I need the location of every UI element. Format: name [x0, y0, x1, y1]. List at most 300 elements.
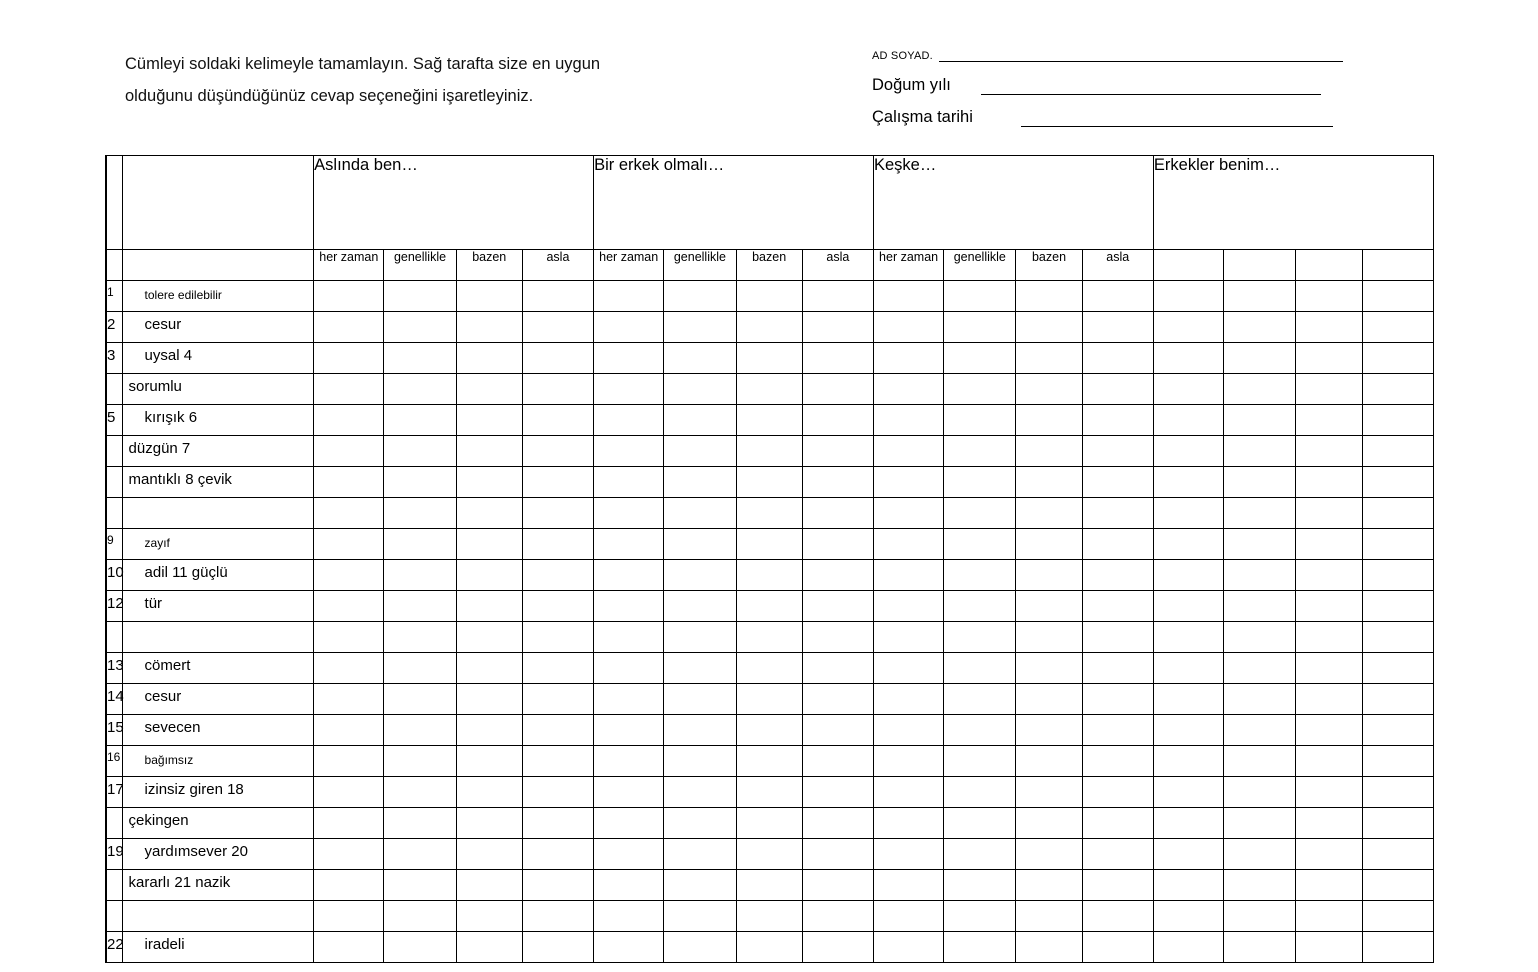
answer-cell-r18-g4-3[interactable]	[1296, 808, 1362, 839]
answer-cell-r19-g3-1[interactable]	[873, 839, 943, 870]
answer-cell-r4-g3-3[interactable]	[1016, 374, 1082, 405]
answer-cell-r6-g3-1[interactable]	[873, 436, 943, 467]
answer-cell-r21-g4-3[interactable]	[1296, 901, 1362, 932]
answer-cell-r8-g2-3[interactable]	[736, 498, 802, 529]
answer-cell-r8-g3-1[interactable]	[873, 498, 943, 529]
answer-cell-r14-g2-2[interactable]	[664, 684, 736, 715]
answer-cell-r21-g1-3[interactable]	[456, 901, 522, 932]
answer-cell-r16-g1-2[interactable]	[384, 746, 456, 777]
answer-cell-r22-g1-3[interactable]	[456, 932, 522, 963]
answer-cell-r20-g1-2[interactable]	[384, 870, 456, 901]
answer-cell-r20-g3-4[interactable]	[1082, 870, 1153, 901]
answer-cell-r12-g4-3[interactable]	[1296, 622, 1362, 653]
answer-cell-r10-g3-4[interactable]	[1082, 560, 1153, 591]
answer-cell-r2-g2-3[interactable]	[736, 312, 802, 343]
answer-cell-r6-g2-2[interactable]	[664, 436, 736, 467]
study-date-input-line[interactable]	[1021, 112, 1333, 127]
answer-cell-r10-g2-2[interactable]	[664, 560, 736, 591]
answer-cell-r15-g3-2[interactable]	[944, 715, 1016, 746]
answer-cell-r12-g2-2[interactable]	[664, 622, 736, 653]
answer-cell-r2-g1-1[interactable]	[314, 312, 384, 343]
answer-cell-r11-g1-1[interactable]	[314, 591, 384, 622]
answer-cell-r9-g3-3[interactable]	[1016, 529, 1082, 560]
answer-cell-r16-g2-4[interactable]	[802, 746, 873, 777]
answer-cell-r1-g4-4[interactable]	[1362, 281, 1433, 312]
answer-cell-r9-g2-3[interactable]	[736, 529, 802, 560]
answer-cell-r7-g3-1[interactable]	[873, 467, 943, 498]
answer-cell-r17-g1-4[interactable]	[522, 777, 593, 808]
answer-cell-r17-g3-2[interactable]	[944, 777, 1016, 808]
answer-cell-r22-g4-3[interactable]	[1296, 932, 1362, 963]
answer-cell-r19-g1-1[interactable]	[314, 839, 384, 870]
answer-cell-r12-g1-3[interactable]	[456, 622, 522, 653]
answer-cell-r6-g1-1[interactable]	[314, 436, 384, 467]
answer-cell-r5-g2-1[interactable]	[594, 405, 664, 436]
answer-cell-r14-g2-3[interactable]	[736, 684, 802, 715]
answer-cell-r22-g1-1[interactable]	[314, 932, 384, 963]
answer-cell-r6-g4-3[interactable]	[1296, 436, 1362, 467]
answer-cell-r1-g1-3[interactable]	[456, 281, 522, 312]
answer-cell-r16-g3-3[interactable]	[1016, 746, 1082, 777]
answer-cell-r1-g3-1[interactable]	[873, 281, 943, 312]
answer-cell-r21-g3-4[interactable]	[1082, 901, 1153, 932]
answer-cell-r15-g4-1[interactable]	[1153, 715, 1223, 746]
answer-cell-r3-g4-4[interactable]	[1362, 343, 1433, 374]
answer-cell-r17-g3-1[interactable]	[873, 777, 943, 808]
answer-cell-r11-g2-1[interactable]	[594, 591, 664, 622]
answer-cell-r16-g1-1[interactable]	[314, 746, 384, 777]
answer-cell-r21-g4-2[interactable]	[1224, 901, 1296, 932]
answer-cell-r11-g4-1[interactable]	[1153, 591, 1223, 622]
answer-cell-r16-g2-2[interactable]	[664, 746, 736, 777]
answer-cell-r19-g1-2[interactable]	[384, 839, 456, 870]
answer-cell-r17-g2-4[interactable]	[802, 777, 873, 808]
answer-cell-r20-g1-1[interactable]	[314, 870, 384, 901]
answer-cell-r7-g1-3[interactable]	[456, 467, 522, 498]
answer-cell-r21-g2-3[interactable]	[736, 901, 802, 932]
answer-cell-r6-g3-4[interactable]	[1082, 436, 1153, 467]
answer-cell-r15-g2-3[interactable]	[736, 715, 802, 746]
answer-cell-r13-g3-3[interactable]	[1016, 653, 1082, 684]
answer-cell-r5-g3-4[interactable]	[1082, 405, 1153, 436]
answer-cell-r4-g4-4[interactable]	[1362, 374, 1433, 405]
answer-cell-r22-g4-4[interactable]	[1362, 932, 1433, 963]
answer-cell-r10-g4-1[interactable]	[1153, 560, 1223, 591]
answer-cell-r8-g2-4[interactable]	[802, 498, 873, 529]
answer-cell-r22-g3-2[interactable]	[944, 932, 1016, 963]
answer-cell-r3-g3-1[interactable]	[873, 343, 943, 374]
answer-cell-r12-g1-4[interactable]	[522, 622, 593, 653]
answer-cell-r15-g4-4[interactable]	[1362, 715, 1433, 746]
answer-cell-r20-g4-1[interactable]	[1153, 870, 1223, 901]
answer-cell-r11-g2-3[interactable]	[736, 591, 802, 622]
answer-cell-r7-g3-4[interactable]	[1082, 467, 1153, 498]
answer-cell-r5-g4-2[interactable]	[1224, 405, 1296, 436]
answer-cell-r14-g1-4[interactable]	[522, 684, 593, 715]
answer-cell-r11-g1-4[interactable]	[522, 591, 593, 622]
answer-cell-r14-g3-2[interactable]	[944, 684, 1016, 715]
answer-cell-r22-g2-1[interactable]	[594, 932, 664, 963]
answer-cell-r11-g2-2[interactable]	[664, 591, 736, 622]
answer-cell-r22-g3-1[interactable]	[873, 932, 943, 963]
answer-cell-r15-g1-2[interactable]	[384, 715, 456, 746]
answer-cell-r13-g4-1[interactable]	[1153, 653, 1223, 684]
answer-cell-r4-g2-2[interactable]	[664, 374, 736, 405]
answer-cell-r18-g2-2[interactable]	[664, 808, 736, 839]
answer-cell-r4-g3-1[interactable]	[873, 374, 943, 405]
answer-cell-r16-g4-1[interactable]	[1153, 746, 1223, 777]
answer-cell-r21-g1-1[interactable]	[314, 901, 384, 932]
answer-cell-r2-g4-4[interactable]	[1362, 312, 1433, 343]
answer-cell-r3-g4-2[interactable]	[1224, 343, 1296, 374]
answer-cell-r7-g3-2[interactable]	[944, 467, 1016, 498]
answer-cell-r20-g1-3[interactable]	[456, 870, 522, 901]
answer-cell-r9-g3-4[interactable]	[1082, 529, 1153, 560]
answer-cell-r7-g3-3[interactable]	[1016, 467, 1082, 498]
answer-cell-r19-g2-1[interactable]	[594, 839, 664, 870]
answer-cell-r22-g4-2[interactable]	[1224, 932, 1296, 963]
answer-cell-r3-g1-2[interactable]	[384, 343, 456, 374]
answer-cell-r21-g2-1[interactable]	[594, 901, 664, 932]
answer-cell-r7-g4-2[interactable]	[1224, 467, 1296, 498]
answer-cell-r13-g3-1[interactable]	[873, 653, 943, 684]
answer-cell-r2-g1-3[interactable]	[456, 312, 522, 343]
answer-cell-r21-g2-2[interactable]	[664, 901, 736, 932]
answer-cell-r9-g2-1[interactable]	[594, 529, 664, 560]
answer-cell-r17-g1-1[interactable]	[314, 777, 384, 808]
answer-cell-r12-g4-1[interactable]	[1153, 622, 1223, 653]
answer-cell-r1-g1-4[interactable]	[522, 281, 593, 312]
answer-cell-r1-g1-2[interactable]	[384, 281, 456, 312]
answer-cell-r13-g4-3[interactable]	[1296, 653, 1362, 684]
answer-cell-r4-g2-1[interactable]	[594, 374, 664, 405]
answer-cell-r2-g4-2[interactable]	[1224, 312, 1296, 343]
answer-cell-r10-g2-3[interactable]	[736, 560, 802, 591]
answer-cell-r15-g3-3[interactable]	[1016, 715, 1082, 746]
answer-cell-r17-g1-2[interactable]	[384, 777, 456, 808]
answer-cell-r14-g3-1[interactable]	[873, 684, 943, 715]
answer-cell-r18-g3-3[interactable]	[1016, 808, 1082, 839]
answer-cell-r18-g1-2[interactable]	[384, 808, 456, 839]
answer-cell-r12-g3-1[interactable]	[873, 622, 943, 653]
answer-cell-r9-g1-1[interactable]	[314, 529, 384, 560]
answer-cell-r8-g1-4[interactable]	[522, 498, 593, 529]
answer-cell-r13-g3-4[interactable]	[1082, 653, 1153, 684]
answer-cell-r10-g4-2[interactable]	[1224, 560, 1296, 591]
answer-cell-r19-g4-3[interactable]	[1296, 839, 1362, 870]
answer-cell-r18-g2-4[interactable]	[802, 808, 873, 839]
answer-cell-r15-g1-3[interactable]	[456, 715, 522, 746]
answer-cell-r5-g2-4[interactable]	[802, 405, 873, 436]
answer-cell-r18-g4-2[interactable]	[1224, 808, 1296, 839]
answer-cell-r3-g1-1[interactable]	[314, 343, 384, 374]
answer-cell-r11-g4-2[interactable]	[1224, 591, 1296, 622]
answer-cell-r2-g4-3[interactable]	[1296, 312, 1362, 343]
answer-cell-r12-g3-3[interactable]	[1016, 622, 1082, 653]
answer-cell-r20-g3-3[interactable]	[1016, 870, 1082, 901]
name-input-line[interactable]	[939, 47, 1343, 62]
answer-cell-r8-g2-1[interactable]	[594, 498, 664, 529]
answer-cell-r16-g3-2[interactable]	[944, 746, 1016, 777]
answer-cell-r17-g4-2[interactable]	[1224, 777, 1296, 808]
answer-cell-r17-g3-4[interactable]	[1082, 777, 1153, 808]
answer-cell-r12-g3-2[interactable]	[944, 622, 1016, 653]
answer-cell-r4-g2-3[interactable]	[736, 374, 802, 405]
answer-cell-r9-g1-4[interactable]	[522, 529, 593, 560]
answer-cell-r20-g3-2[interactable]	[944, 870, 1016, 901]
answer-cell-r9-g4-4[interactable]	[1362, 529, 1433, 560]
answer-cell-r21-g3-1[interactable]	[873, 901, 943, 932]
answer-cell-r11-g1-3[interactable]	[456, 591, 522, 622]
answer-cell-r17-g4-4[interactable]	[1362, 777, 1433, 808]
answer-cell-r1-g2-3[interactable]	[736, 281, 802, 312]
answer-cell-r16-g1-4[interactable]	[522, 746, 593, 777]
answer-cell-r15-g1-1[interactable]	[314, 715, 384, 746]
answer-cell-r17-g2-1[interactable]	[594, 777, 664, 808]
answer-cell-r10-g4-4[interactable]	[1362, 560, 1433, 591]
answer-cell-r12-g2-3[interactable]	[736, 622, 802, 653]
answer-cell-r9-g1-3[interactable]	[456, 529, 522, 560]
answer-cell-r8-g1-2[interactable]	[384, 498, 456, 529]
answer-cell-r22-g1-2[interactable]	[384, 932, 456, 963]
answer-cell-r14-g2-1[interactable]	[594, 684, 664, 715]
answer-cell-r16-g2-3[interactable]	[736, 746, 802, 777]
answer-cell-r9-g3-1[interactable]	[873, 529, 943, 560]
answer-cell-r21-g2-4[interactable]	[802, 901, 873, 932]
answer-cell-r15-g4-2[interactable]	[1224, 715, 1296, 746]
answer-cell-r18-g2-3[interactable]	[736, 808, 802, 839]
answer-cell-r10-g1-3[interactable]	[456, 560, 522, 591]
answer-cell-r3-g2-1[interactable]	[594, 343, 664, 374]
answer-cell-r12-g4-4[interactable]	[1362, 622, 1433, 653]
answer-cell-r8-g3-2[interactable]	[944, 498, 1016, 529]
answer-cell-r5-g3-2[interactable]	[944, 405, 1016, 436]
answer-cell-r19-g3-2[interactable]	[944, 839, 1016, 870]
answer-cell-r7-g4-3[interactable]	[1296, 467, 1362, 498]
answer-cell-r12-g1-2[interactable]	[384, 622, 456, 653]
answer-cell-r22-g2-4[interactable]	[802, 932, 873, 963]
answer-cell-r3-g1-3[interactable]	[456, 343, 522, 374]
answer-cell-r8-g1-1[interactable]	[314, 498, 384, 529]
answer-cell-r5-g1-1[interactable]	[314, 405, 384, 436]
answer-cell-r6-g4-1[interactable]	[1153, 436, 1223, 467]
answer-cell-r2-g3-4[interactable]	[1082, 312, 1153, 343]
answer-cell-r1-g4-2[interactable]	[1224, 281, 1296, 312]
answer-cell-r19-g4-1[interactable]	[1153, 839, 1223, 870]
answer-cell-r5-g2-3[interactable]	[736, 405, 802, 436]
answer-cell-r19-g1-3[interactable]	[456, 839, 522, 870]
answer-cell-r21-g1-4[interactable]	[522, 901, 593, 932]
answer-cell-r21-g3-3[interactable]	[1016, 901, 1082, 932]
answer-cell-r6-g2-3[interactable]	[736, 436, 802, 467]
answer-cell-r4-g1-4[interactable]	[522, 374, 593, 405]
answer-cell-r5-g3-1[interactable]	[873, 405, 943, 436]
answer-cell-r18-g4-4[interactable]	[1362, 808, 1433, 839]
answer-cell-r22-g4-1[interactable]	[1153, 932, 1223, 963]
answer-cell-r15-g3-1[interactable]	[873, 715, 943, 746]
answer-cell-r13-g2-3[interactable]	[736, 653, 802, 684]
answer-cell-r9-g1-2[interactable]	[384, 529, 456, 560]
answer-cell-r2-g4-1[interactable]	[1153, 312, 1223, 343]
answer-cell-r16-g2-1[interactable]	[594, 746, 664, 777]
answer-cell-r18-g2-1[interactable]	[594, 808, 664, 839]
answer-cell-r22-g3-4[interactable]	[1082, 932, 1153, 963]
answer-cell-r18-g1-3[interactable]	[456, 808, 522, 839]
answer-cell-r13-g2-4[interactable]	[802, 653, 873, 684]
answer-cell-r10-g3-1[interactable]	[873, 560, 943, 591]
answer-cell-r1-g3-4[interactable]	[1082, 281, 1153, 312]
answer-cell-r16-g4-2[interactable]	[1224, 746, 1296, 777]
answer-cell-r9-g2-4[interactable]	[802, 529, 873, 560]
answer-cell-r15-g2-1[interactable]	[594, 715, 664, 746]
answer-cell-r15-g3-4[interactable]	[1082, 715, 1153, 746]
answer-cell-r19-g2-2[interactable]	[664, 839, 736, 870]
answer-cell-r4-g1-1[interactable]	[314, 374, 384, 405]
answer-cell-r9-g4-2[interactable]	[1224, 529, 1296, 560]
answer-cell-r18-g3-2[interactable]	[944, 808, 1016, 839]
answer-cell-r13-g1-4[interactable]	[522, 653, 593, 684]
answer-cell-r22-g2-2[interactable]	[664, 932, 736, 963]
answer-cell-r3-g3-3[interactable]	[1016, 343, 1082, 374]
answer-cell-r20-g4-2[interactable]	[1224, 870, 1296, 901]
answer-cell-r8-g2-2[interactable]	[664, 498, 736, 529]
answer-cell-r6-g1-3[interactable]	[456, 436, 522, 467]
answer-cell-r19-g2-3[interactable]	[736, 839, 802, 870]
answer-cell-r5-g4-3[interactable]	[1296, 405, 1362, 436]
answer-cell-r10-g1-1[interactable]	[314, 560, 384, 591]
answer-cell-r8-g1-3[interactable]	[456, 498, 522, 529]
answer-cell-r6-g2-1[interactable]	[594, 436, 664, 467]
answer-cell-r14-g4-2[interactable]	[1224, 684, 1296, 715]
answer-cell-r6-g1-4[interactable]	[522, 436, 593, 467]
answer-cell-r1-g3-3[interactable]	[1016, 281, 1082, 312]
answer-cell-r11-g3-3[interactable]	[1016, 591, 1082, 622]
answer-cell-r12-g2-4[interactable]	[802, 622, 873, 653]
answer-cell-r6-g2-4[interactable]	[802, 436, 873, 467]
answer-cell-r16-g4-3[interactable]	[1296, 746, 1362, 777]
answer-cell-r1-g2-1[interactable]	[594, 281, 664, 312]
answer-cell-r2-g3-3[interactable]	[1016, 312, 1082, 343]
answer-cell-r7-g1-4[interactable]	[522, 467, 593, 498]
answer-cell-r16-g3-1[interactable]	[873, 746, 943, 777]
answer-cell-r7-g4-1[interactable]	[1153, 467, 1223, 498]
answer-cell-r20-g2-1[interactable]	[594, 870, 664, 901]
answer-cell-r19-g4-4[interactable]	[1362, 839, 1433, 870]
answer-cell-r18-g1-4[interactable]	[522, 808, 593, 839]
answer-cell-r20-g4-4[interactable]	[1362, 870, 1433, 901]
answer-cell-r14-g2-4[interactable]	[802, 684, 873, 715]
answer-cell-r17-g2-2[interactable]	[664, 777, 736, 808]
answer-cell-r3-g4-3[interactable]	[1296, 343, 1362, 374]
answer-cell-r10-g4-3[interactable]	[1296, 560, 1362, 591]
answer-cell-r10-g2-1[interactable]	[594, 560, 664, 591]
answer-cell-r11-g1-2[interactable]	[384, 591, 456, 622]
answer-cell-r19-g2-4[interactable]	[802, 839, 873, 870]
answer-cell-r14-g3-3[interactable]	[1016, 684, 1082, 715]
birth-year-input-line[interactable]	[981, 80, 1321, 95]
answer-cell-r1-g4-1[interactable]	[1153, 281, 1223, 312]
answer-cell-r20-g1-4[interactable]	[522, 870, 593, 901]
answer-cell-r7-g2-4[interactable]	[802, 467, 873, 498]
answer-cell-r5-g3-3[interactable]	[1016, 405, 1082, 436]
answer-cell-r17-g4-3[interactable]	[1296, 777, 1362, 808]
answer-cell-r3-g4-1[interactable]	[1153, 343, 1223, 374]
answer-cell-r11-g3-2[interactable]	[944, 591, 1016, 622]
answer-cell-r21-g4-4[interactable]	[1362, 901, 1433, 932]
answer-cell-r12-g3-4[interactable]	[1082, 622, 1153, 653]
answer-cell-r17-g4-1[interactable]	[1153, 777, 1223, 808]
answer-cell-r8-g4-4[interactable]	[1362, 498, 1433, 529]
answer-cell-r12-g2-1[interactable]	[594, 622, 664, 653]
answer-cell-r17-g3-3[interactable]	[1016, 777, 1082, 808]
answer-cell-r17-g1-3[interactable]	[456, 777, 522, 808]
answer-cell-r3-g1-4[interactable]	[522, 343, 593, 374]
answer-cell-r14-g4-1[interactable]	[1153, 684, 1223, 715]
answer-cell-r22-g3-3[interactable]	[1016, 932, 1082, 963]
answer-cell-r14-g1-3[interactable]	[456, 684, 522, 715]
answer-cell-r6-g4-4[interactable]	[1362, 436, 1433, 467]
answer-cell-r5-g2-2[interactable]	[664, 405, 736, 436]
answer-cell-r13-g4-2[interactable]	[1224, 653, 1296, 684]
answer-cell-r8-g4-3[interactable]	[1296, 498, 1362, 529]
answer-cell-r7-g2-1[interactable]	[594, 467, 664, 498]
answer-cell-r16-g1-3[interactable]	[456, 746, 522, 777]
answer-cell-r13-g3-2[interactable]	[944, 653, 1016, 684]
answer-cell-r14-g1-1[interactable]	[314, 684, 384, 715]
answer-cell-r1-g4-3[interactable]	[1296, 281, 1362, 312]
answer-cell-r8-g4-2[interactable]	[1224, 498, 1296, 529]
answer-cell-r22-g2-3[interactable]	[736, 932, 802, 963]
answer-cell-r7-g1-2[interactable]	[384, 467, 456, 498]
answer-cell-r10-g1-4[interactable]	[522, 560, 593, 591]
answer-cell-r21-g4-1[interactable]	[1153, 901, 1223, 932]
answer-cell-r19-g3-4[interactable]	[1082, 839, 1153, 870]
answer-cell-r6-g3-2[interactable]	[944, 436, 1016, 467]
answer-cell-r3-g2-3[interactable]	[736, 343, 802, 374]
answer-cell-r15-g4-3[interactable]	[1296, 715, 1362, 746]
answer-cell-r21-g3-2[interactable]	[944, 901, 1016, 932]
answer-cell-r21-g1-2[interactable]	[384, 901, 456, 932]
answer-cell-r2-g1-2[interactable]	[384, 312, 456, 343]
answer-cell-r17-g2-3[interactable]	[736, 777, 802, 808]
answer-cell-r5-g1-3[interactable]	[456, 405, 522, 436]
answer-cell-r4-g4-2[interactable]	[1224, 374, 1296, 405]
answer-cell-r13-g1-2[interactable]	[384, 653, 456, 684]
answer-cell-r22-g1-4[interactable]	[522, 932, 593, 963]
answer-cell-r2-g2-2[interactable]	[664, 312, 736, 343]
answer-cell-r2-g3-1[interactable]	[873, 312, 943, 343]
answer-cell-r2-g1-4[interactable]	[522, 312, 593, 343]
answer-cell-r12-g1-1[interactable]	[314, 622, 384, 653]
answer-cell-r7-g2-3[interactable]	[736, 467, 802, 498]
answer-cell-r10-g1-2[interactable]	[384, 560, 456, 591]
answer-cell-r3-g3-4[interactable]	[1082, 343, 1153, 374]
answer-cell-r18-g3-1[interactable]	[873, 808, 943, 839]
answer-cell-r11-g3-4[interactable]	[1082, 591, 1153, 622]
answer-cell-r19-g3-3[interactable]	[1016, 839, 1082, 870]
answer-cell-r2-g3-2[interactable]	[944, 312, 1016, 343]
answer-cell-r4-g4-3[interactable]	[1296, 374, 1362, 405]
answer-cell-r4-g1-2[interactable]	[384, 374, 456, 405]
answer-cell-r10-g2-4[interactable]	[802, 560, 873, 591]
answer-cell-r1-g3-2[interactable]	[944, 281, 1016, 312]
answer-cell-r1-g2-4[interactable]	[802, 281, 873, 312]
answer-cell-r14-g1-2[interactable]	[384, 684, 456, 715]
answer-cell-r10-g3-2[interactable]	[944, 560, 1016, 591]
answer-cell-r9-g4-3[interactable]	[1296, 529, 1362, 560]
answer-cell-r4-g2-4[interactable]	[802, 374, 873, 405]
answer-cell-r4-g1-3[interactable]	[456, 374, 522, 405]
